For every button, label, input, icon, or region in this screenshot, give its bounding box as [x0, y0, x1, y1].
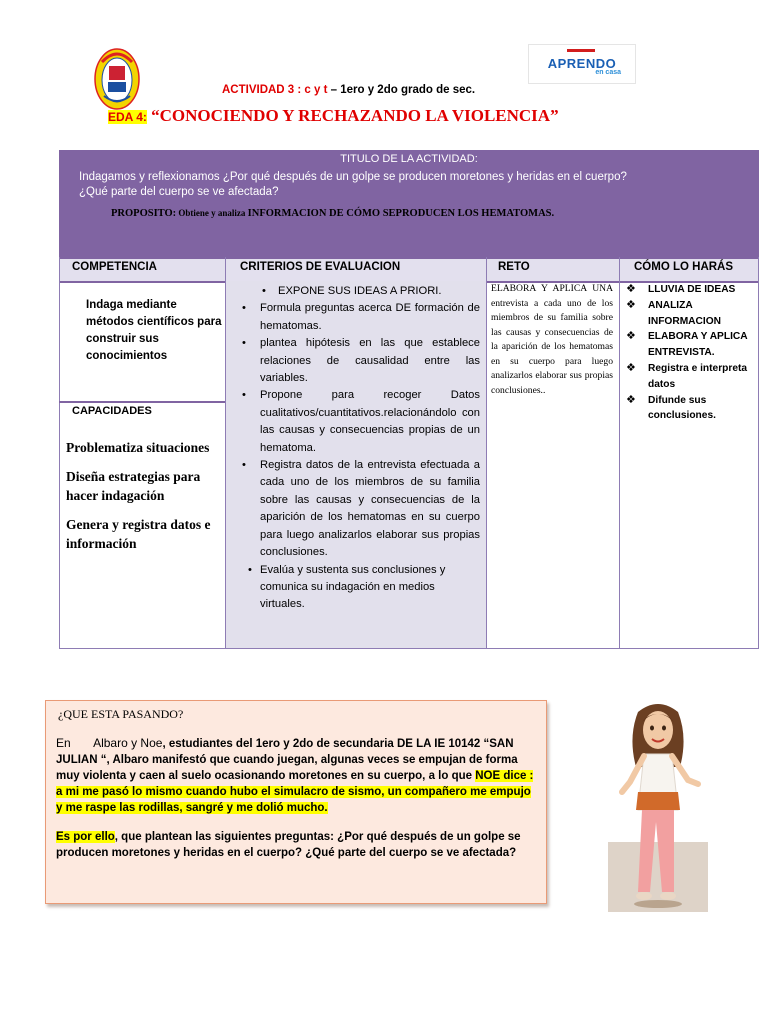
criterios-list	[234, 283, 480, 614]
criterio-item	[234, 457, 480, 561]
capacidades-list	[66, 438, 224, 563]
como-text: ANALIZA INFORMACION	[648, 299, 722, 327]
activity-title-label: TITULO DE LA ACTIVIDAD:	[340, 153, 478, 165]
capacidad-item: Diseña estrategias para hacer indagación	[66, 469, 201, 503]
activity-number: ACTIVIDAD 3 : c y t	[222, 84, 328, 96]
situation-names: Albaro y Noe	[93, 736, 163, 750]
logo-text: APRENDO	[547, 56, 617, 71]
como-text: Registra e interpreta datos	[648, 362, 748, 390]
capacidad-item: Genera y registra datos e información	[66, 517, 211, 551]
activity-heading	[222, 84, 475, 96]
table-border-right	[758, 257, 759, 649]
diamond-bullet-icon: ❖	[626, 283, 636, 295]
criterio-text: Formula preguntas acerca DE formación de hematomas.	[260, 302, 480, 332]
situation-paragraph	[56, 735, 540, 816]
como-item	[626, 298, 758, 330]
criterio-item	[234, 387, 480, 457]
situation-title: ¿QUE ESTA PASANDO?	[58, 707, 184, 721]
criterio-item	[234, 300, 480, 335]
capacidad-item: Problematiza situaciones	[66, 440, 210, 455]
competencia-text: Indaga mediante métodos científicos para construir sus conocimientos	[86, 299, 222, 362]
criterio-text: EXPONE SUS IDEAS A PRIORI.	[278, 285, 442, 297]
criterio-item	[234, 562, 480, 614]
bullet-icon: •	[248, 563, 252, 576]
diamond-bullet-icon: ❖	[626, 393, 636, 406]
bullet-icon: •	[242, 302, 246, 315]
situation-text: , estudiantes del 1ero y 2do de secundaria DE LA IE 10142 “SAN JULIAN “, Albaro manifestó que cuando juegan, algunas veces se empujan de forma muy violenta y caen al suelo ocasionando moretones en su cuerpo, a lo que	[56, 738, 518, 782]
diamond-bullet-icon: ❖	[626, 330, 636, 343]
purpose-text: INFORMACION DE CÓMO SEPRODUCEN LOS HEMATOMAS.	[247, 208, 555, 219]
situation-questions	[56, 829, 540, 861]
criterio-text: Registra datos de la entrevista efectuada a cada uno de los miembros de su familia sobre las causas y consecuencias de la aparición de los hematomas en su cuerpo para luego analizarlos elaborar sus propias conclusiones.	[260, 459, 480, 559]
eda-title: “CONOCIENDO Y RECHAZANDO LA VIOLENCIA”	[146, 106, 559, 125]
diamond-bullet-icon: ❖	[626, 361, 636, 374]
header-criterios: CRITERIOS DE EVALUACION	[240, 261, 401, 273]
bullet-icon: •	[242, 337, 246, 350]
situation-en: En	[56, 736, 71, 750]
criterio-item	[234, 283, 480, 300]
school-crest-logo	[94, 44, 140, 110]
eda-heading	[108, 106, 559, 126]
como-text: Difunde sus conclusiones.	[648, 394, 716, 422]
questions-text: , que plantean las siguientes preguntas: ¿Por qué después de un golpe se producen moretones y heridas en el cuerpo? ¿Qué parte del cuerpo se ve afectada?	[56, 831, 521, 859]
eda-label: EDA 4:	[108, 110, 147, 124]
question-line-2: ¿Qué parte del cuerpo se ve afectada?	[79, 186, 279, 198]
noe-quote: NOE dice : a mi me pasó lo mismo cuando hubo el simulacro de sismo, un compañero me empujo y me raspe las rodillas, sangré y me dolió mucho.	[56, 770, 534, 814]
header-como: CÓMO LO HARÁS	[634, 261, 734, 273]
criterio-text: Propone para recoger Datos cualitativos/cuantitativos.relacionándolo con las causas y consecuencias propias de un hematoma.	[260, 389, 480, 454]
bullet-icon: •	[242, 389, 246, 402]
bullet-icon: •	[242, 459, 246, 472]
reto-text: ELABORA Y APLICA UNA entrevista a cada uno de los miembros de su familia sobre las causas y consecuencias de la aparición de los hematomas en su cuerpo para luego analizarlos elaborar sus propias conclusiones..	[491, 283, 613, 396]
activity-grade: – 1ero y 2do grado de sec.	[327, 84, 476, 96]
como-text: ELABORA Y APLICA ENTREVISTA.	[648, 331, 748, 359]
question-line-1: Indagamos y reflexionamos ¿Por qué después de un golpe se producen moretones y heridas en el cuerpo?	[79, 171, 627, 183]
header-competencia: COMPETENCIA	[72, 261, 157, 273]
purpose-verb: Obtiene y analiza	[176, 208, 248, 218]
como-item	[626, 361, 758, 393]
como-list	[626, 282, 758, 424]
teacher-avatar-illustration	[608, 692, 708, 912]
logo-flag-bar	[567, 49, 595, 52]
table-border-left	[59, 257, 60, 649]
activity-title-box	[59, 150, 759, 257]
como-item	[626, 329, 758, 361]
como-item	[626, 393, 758, 425]
por-ello-highlight: Es por ello	[56, 831, 115, 843]
header-reto: RETO	[498, 261, 530, 273]
aprendo-en-casa-logo	[528, 44, 636, 84]
como-item	[626, 282, 758, 298]
criterio-text: Evalúa y sustenta sus conclusiones y comunica su indagación en medios virtuales.	[260, 563, 446, 611]
criterio-item	[234, 335, 480, 387]
como-text: LLUVIA DE IDEAS	[648, 284, 736, 295]
bullet-icon: •	[262, 285, 266, 297]
diamond-bullet-icon: ❖	[626, 298, 636, 311]
purpose-statement	[111, 208, 751, 219]
criterio-text: plantea hipótesis en las que establece relaciones de causalidad entre las variables.	[260, 337, 480, 385]
capacidades-label: CAPACIDADES	[72, 405, 152, 417]
table-divider	[486, 257, 487, 649]
table-border-bottom	[59, 648, 759, 649]
activity-question	[79, 170, 749, 200]
situation-box	[45, 700, 547, 904]
logo-subtext: en casa	[595, 69, 621, 76]
purpose-label: PROPOSITO:	[111, 208, 177, 219]
capacidades-separator	[59, 401, 225, 403]
table-divider	[619, 257, 620, 649]
